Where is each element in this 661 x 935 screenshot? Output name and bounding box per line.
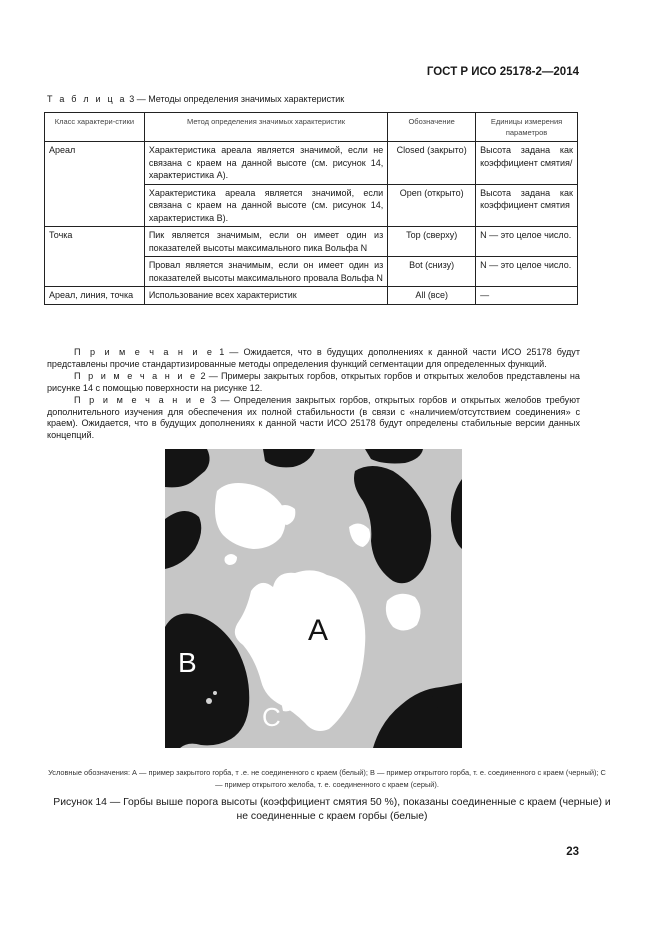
designation-cell: Closed (закрыто) <box>388 142 476 185</box>
column-header: Обозначение <box>388 113 476 142</box>
figure-label-b: B <box>178 647 197 678</box>
units-cell: N — это целое число. <box>476 227 578 257</box>
figure-legend: Условные обозначения: А — пример закрытого горба, т .е. не соединенного с краем (белый); В — пример открытого горба, т. е. соединенного с краем (черный); С — пример открытого желоба, т. е. соединенного с краем (серый). <box>48 768 606 789</box>
method-cell: Пик является значимым, если он имеет один из показателей высоты максимального пика Вольфа N <box>144 227 387 257</box>
method-cell: Использование всех характеристик <box>144 287 387 305</box>
table-caption-lead: Т а б л и ц а <box>47 94 127 104</box>
table-row <box>45 227 578 257</box>
method-cell: Провал является значимым, если он имеет один из показателей высоты максимального провала Вольфа N <box>144 257 387 287</box>
class-cell: Точка <box>45 227 145 287</box>
table-caption <box>47 94 344 104</box>
designation-cell: Top (сверху) <box>388 227 476 257</box>
table-row <box>45 142 578 185</box>
units-cell: Высота задана как коэффициент смятия <box>476 184 578 227</box>
note-2: П р и м е ч а н и е 2 — Примеры закрытых горбов, открытых горбов и открытых желобов представлены на рисунке 14 с помощью поверхности на рисунке 12. <box>47 370 580 393</box>
standard-header: ГОСТ Р ИСО 25178-2—2014 <box>426 66 579 78</box>
column-header: Класс характери-стики <box>45 113 145 142</box>
column-header: Метод определения значимых характеристик <box>144 113 387 142</box>
column-header: Единицы измерения параметров <box>476 113 578 142</box>
units-cell: N — это целое число. <box>476 257 578 287</box>
units-cell: — <box>476 287 578 305</box>
method-cell: Характеристика ареала является значимой, если связана с краем на данной высоте (см. рисунок 14, характеристика В). <box>144 184 387 227</box>
page-number: 23 <box>566 846 579 858</box>
table-caption-text: 3 — Методы определения значимых характеристик <box>126 94 345 104</box>
figure-label-a: A <box>308 614 329 647</box>
figure-label-c: C <box>262 702 281 732</box>
figure-14-image <box>165 449 462 748</box>
note-3: П р и м е ч а н и е 3 — Определения закрытых горбов, открытых горбов и открытых желобов требуют дополнительного изучения для обеспечения их полной стабильности (в связи с «наличием/отсутствием соединения» с краем). Ожидается, что в будущих дополнениях к данной части ИСО 25178 будут определены стабильные версии данных концепций. <box>47 394 580 441</box>
units-cell: Высота задана как коэффициент смятия/ <box>476 142 578 185</box>
designation-cell: All (все) <box>388 287 476 305</box>
notes-block <box>47 347 580 442</box>
designation-cell: Bot (снизу) <box>388 257 476 287</box>
class-cell: Ареал, линия, точка <box>45 287 145 305</box>
hills-segmentation-image <box>165 449 462 748</box>
note-1: П р и м е ч а н и е 1 — Ожидается, что в будущих дополнениях к данной части ИСО 25178 будут представлены прочие стандартизированные методы определения функций сегментации для определенных функций. <box>47 347 580 369</box>
methods-table <box>44 112 578 305</box>
table-row <box>45 287 578 305</box>
method-cell: Характеристика ареала является значимой, если не связана с краем на данной высоте (см. рисунок 14, характеристика А). <box>144 142 387 185</box>
figure-caption: Рисунок 14 — Горбы выше порога высоты (коэффициент смятия 50 %), показаны соединенные с краем (черные) и не соединенные с краем горбы (белые) <box>53 797 611 822</box>
table-header-row <box>45 113 578 142</box>
class-cell: Ареал <box>45 142 145 227</box>
designation-cell: Open (открыто) <box>388 184 476 227</box>
